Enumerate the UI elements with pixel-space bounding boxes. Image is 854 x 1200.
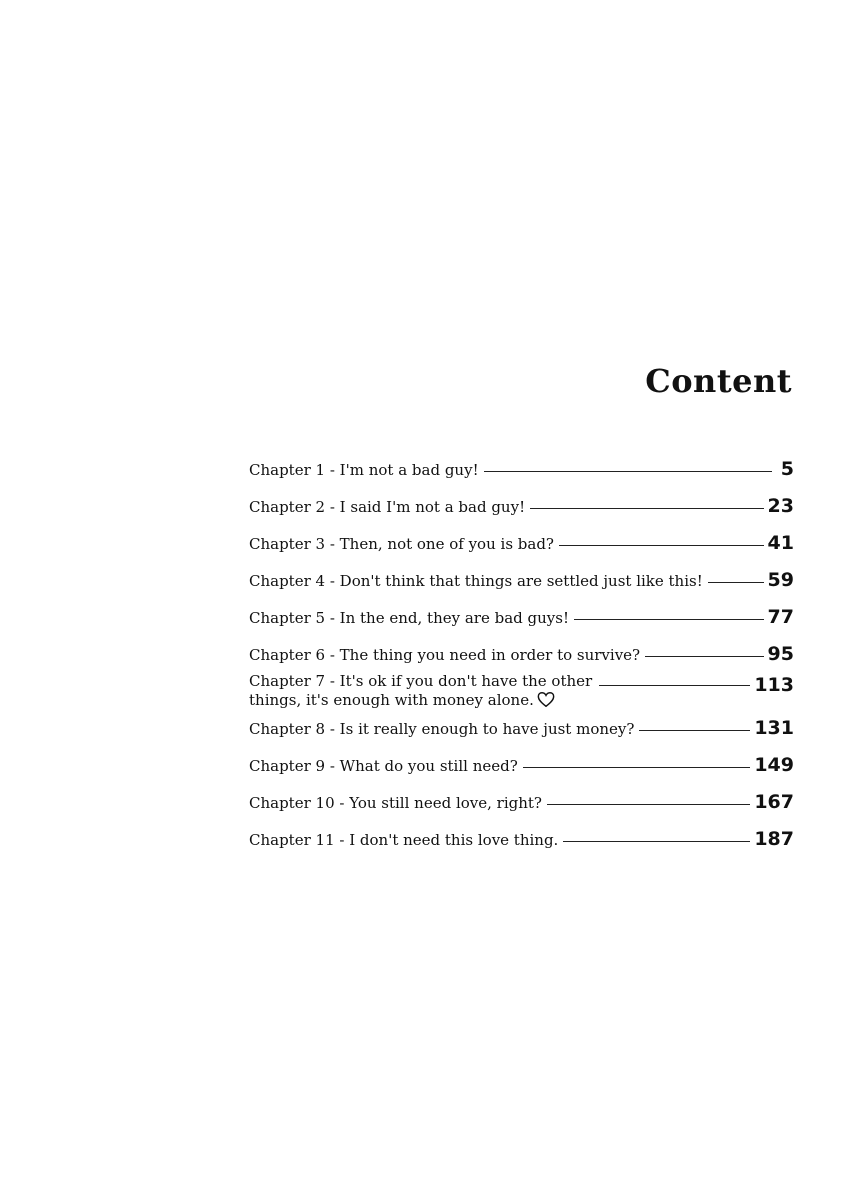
- chapter-title: Chapter 8 - Is it really enough to have just money?: [249, 720, 635, 738]
- leader-line: [559, 545, 764, 546]
- page-number: 131: [754, 717, 794, 739]
- chapter-title: Chapter 4 - Don't think that things are settled just like this!: [249, 572, 703, 590]
- leader-line: [563, 841, 750, 842]
- page-number: 59: [767, 569, 794, 591]
- toc-entry: [249, 458, 794, 480]
- page-number: 41: [767, 532, 794, 554]
- chapter-title: Chapter 9 - What do you still need?: [249, 757, 518, 775]
- leader-line: [484, 471, 772, 472]
- chapter-title-line2: things, it's enough with money alone.: [249, 691, 534, 709]
- leader-line: [645, 656, 763, 657]
- chapter-title: Chapter 1 - I'm not a bad guy!: [249, 461, 479, 479]
- toc-entry: [249, 495, 794, 517]
- toc-entry: [249, 532, 794, 554]
- chapter-title: Chapter 6 - The thing you need in order to survive?: [249, 646, 641, 664]
- page-number: 5: [780, 458, 794, 480]
- toc-entry: [249, 643, 794, 665]
- toc-entry: [249, 717, 794, 739]
- leader-line: [708, 582, 764, 583]
- page-number: 187: [754, 828, 794, 850]
- toc-entry: [249, 828, 794, 850]
- chapter-title: Chapter 5 - In the end, they are bad guys!: [249, 609, 569, 627]
- leader-line: [574, 619, 764, 620]
- chapter-title: Chapter 11 - I don't need this love thing.: [249, 831, 559, 849]
- toc-entry: [249, 791, 794, 813]
- chapter-title: Chapter 3 - Then, not one of you is bad?: [249, 535, 554, 553]
- leader-line: [530, 508, 763, 509]
- leader-line: [523, 767, 751, 768]
- page-number: 95: [767, 643, 794, 665]
- page-number: 149: [754, 754, 794, 776]
- page-number: 167: [754, 791, 794, 813]
- toc-entry: [249, 569, 794, 591]
- toc-entry: [249, 754, 794, 776]
- page-number: 77: [767, 606, 794, 628]
- leader-line: [547, 804, 750, 805]
- chapter-title: Chapter 10 - You still need love, right?: [249, 794, 542, 812]
- page-title: Content: [645, 362, 792, 400]
- heart-icon: [537, 691, 555, 708]
- page-number: 23: [767, 495, 794, 517]
- toc-entry: [249, 672, 794, 710]
- leader-line: [599, 685, 750, 686]
- chapter-title: Chapter 2 - I said I'm not a bad guy!: [249, 498, 526, 516]
- chapter-title-line1: Chapter 7 - It's ok if you don't have the other: [249, 672, 593, 690]
- chapter-title: [249, 672, 594, 710]
- toc-entry: [249, 606, 794, 628]
- page-number: 113: [754, 674, 794, 696]
- leader-line: [639, 730, 750, 731]
